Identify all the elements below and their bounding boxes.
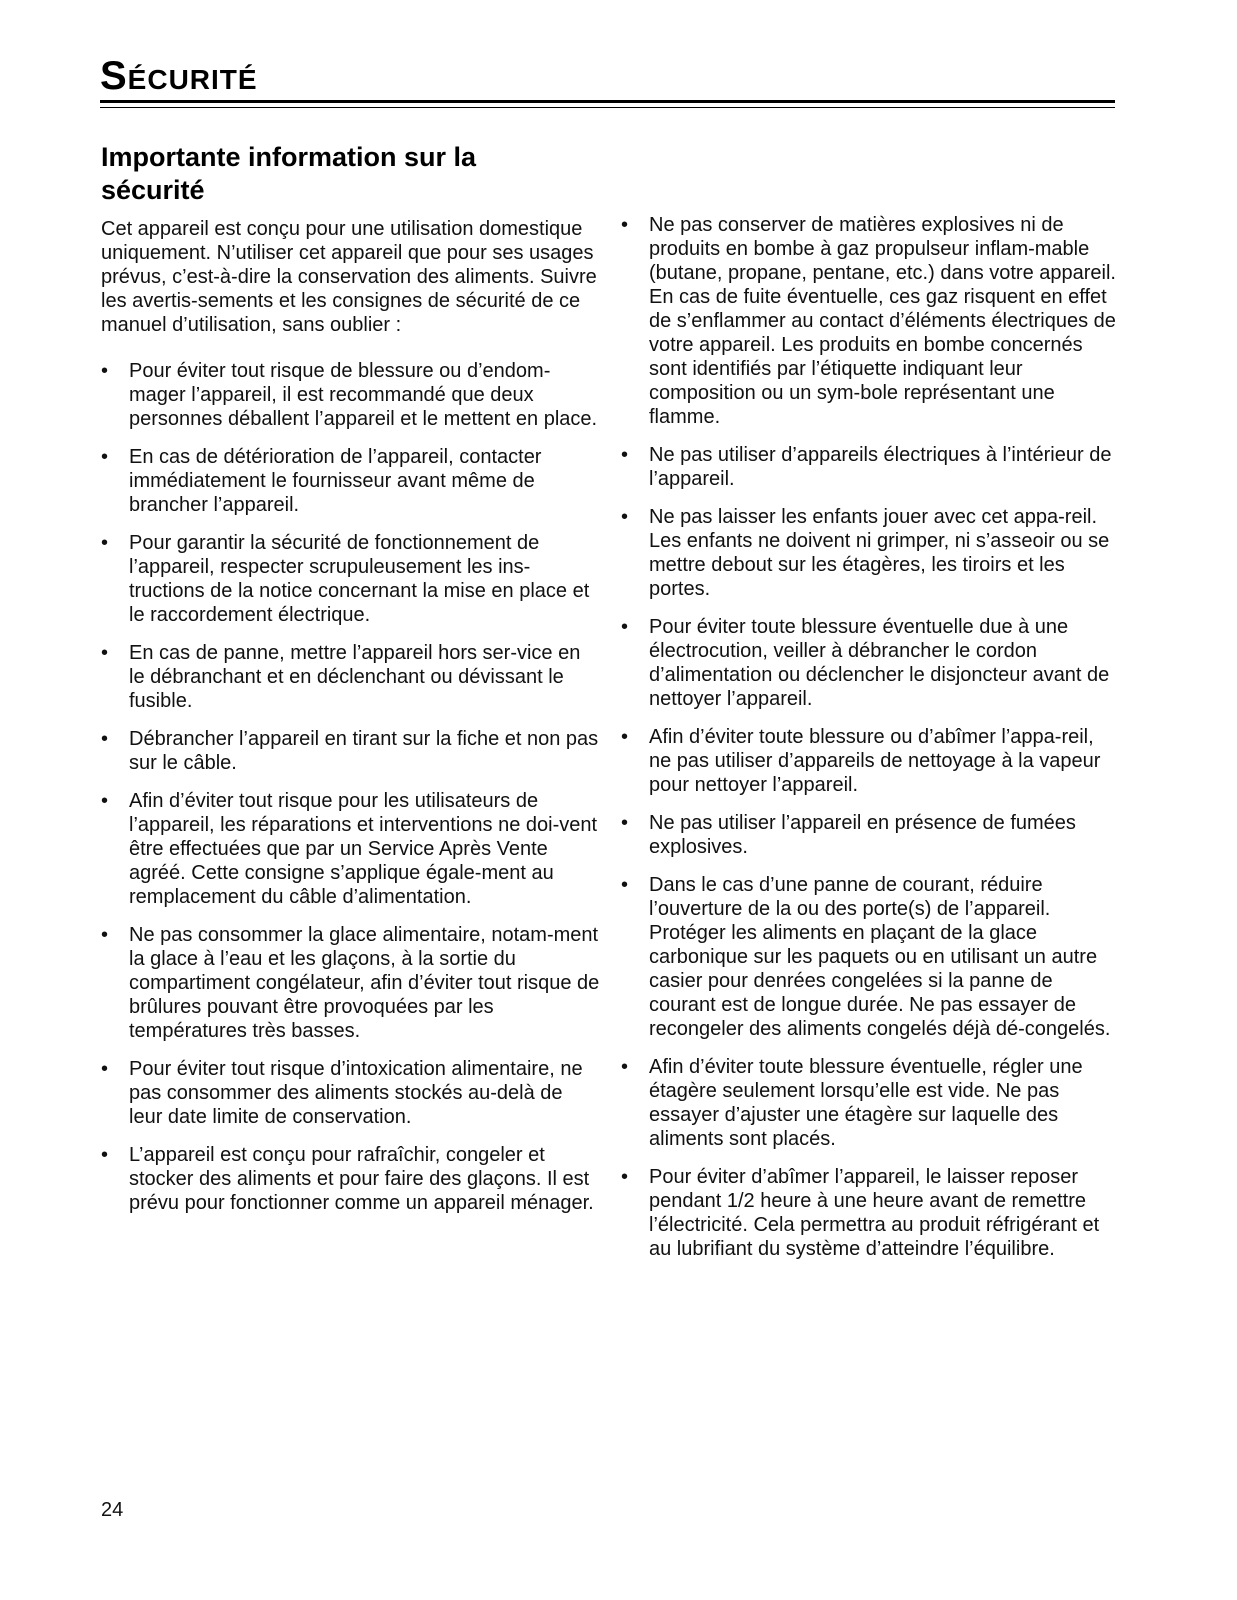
bullet-text: Dans le cas d’une panne de courant, réduire l’ouverture de la ou des porte(s) de l’appareil. Protéger les aliments en plaçant de la glace carbonique sur les paquets ou en utilisant un autre casier pour denrées congelées si la panne de courant est de longue durée. Ne pas essayer de recongeler des aliments congelés déjà dé-congelés. (649, 874, 1111, 1040)
right-column (621, 213, 1121, 1275)
bullet-item (621, 615, 1121, 711)
bullet-text: Pour éviter d’abîmer l’appareil, le laisser reposer pendant 1/2 heure à une heure avant de remettre l’électricité. Cela permettra au produit réfrigérant et au lubrifiant du système d’atteindre l’équilibre. (649, 1166, 1100, 1260)
bullet-item (621, 725, 1121, 797)
bullet-dot-icon: • (621, 1056, 629, 1078)
bullet-item (101, 445, 601, 517)
bullet-item (621, 873, 1121, 1041)
bullet-dot-icon: • (101, 728, 109, 750)
bullet-text: Ne pas consommer la glace alimentaire, notam-ment la glace à l’eau et les glaçons, à la sortie du compartiment congélateur, afin d’éviter tout risque de brûlures pouvant être provoquées par les températures très basses. (129, 924, 600, 1042)
bullet-dot-icon: • (621, 616, 629, 638)
bullet-text: Pour éviter tout risque de blessure ou d’endom-mager l’appareil, il est recommandé que deux personnes déballent l’appareil et le mettent en place. (129, 360, 598, 430)
bullet-dot-icon: • (101, 360, 109, 382)
page-title: Sécurité (100, 54, 258, 98)
bullet-dot-icon: • (101, 924, 109, 946)
left-bullet-list (101, 359, 601, 1215)
bullet-item (621, 505, 1121, 601)
bullet-dot-icon: • (621, 444, 629, 466)
page-number: 24 (101, 1499, 124, 1521)
bullet-text: Afin d’éviter toute blessure ou d’abîmer l’appa-reil, ne pas utiliser d’appareils de nettoyage à la vapeur pour nettoyer l’appareil. (649, 726, 1101, 796)
bullet-item (101, 1143, 601, 1215)
bullet-item (101, 531, 601, 627)
bullet-item (101, 1057, 601, 1129)
bullet-text: En cas de détérioration de l’appareil, contacter immédiatement le fournisseur avant même de brancher l’appareil. (129, 446, 542, 516)
bullet-dot-icon: • (621, 1166, 629, 1188)
intro-paragraph: Cet appareil est conçu pour une utilisation domestique uniquement. N’utiliser cet appareil que pour ses usages prévus, c’est-à-dire la conservation des aliments. Suivre les avertis-sements et les consignes de sécurité de ce manuel d’utilisation, sans oublier : (101, 218, 597, 336)
bullet-dot-icon: • (621, 726, 629, 748)
bullet-text: Pour éviter tout risque d’intoxication alimentaire, ne pas consommer des aliments stockés au-delà de leur date limite de conservation. (129, 1058, 583, 1128)
title-rule-thick (100, 100, 1115, 103)
bullet-item (101, 641, 601, 713)
bullet-dot-icon: • (101, 790, 109, 812)
bullet-dot-icon: • (101, 446, 109, 468)
bullet-text: Pour garantir la sécurité de fonctionnement de l’appareil, respecter scrupuleusement les ins-tructions de la notice concernant la mise en place et le raccordement électrique. (129, 532, 590, 626)
bullet-text: Ne pas conserver de matières explosives ni de produits en bombe à gaz propulseur inflam-mable (butane, propane, pentane, etc.) dans votre appareil. En cas de fuite éventuelle, ces gaz risquent en effet de s’enflammer au contact d’éléments électriques de votre appareil. Les produits en bombe concernés sont identifiés par l’étiquette indiquant leur composition ou un sym-bole représentant une flamme. (649, 214, 1116, 428)
bullet-text: Afin d’éviter toute blessure éventuelle, régler une étagère seulement lorsqu’elle est vide. Ne pas essayer d’ajuster une étagère sur laquelle des aliments sont placés. (649, 1056, 1083, 1150)
bullet-item (101, 359, 601, 431)
right-bullet-list (621, 213, 1121, 1261)
bullet-text: Débrancher l’appareil en tirant sur la fiche et non pas sur le câble. (129, 728, 599, 774)
bullet-item (621, 443, 1121, 491)
bullet-dot-icon: • (621, 214, 629, 236)
title-rule-thin (100, 107, 1115, 108)
bullet-dot-icon: • (101, 1058, 109, 1080)
bullet-text: Ne pas utiliser d’appareils électriques à l’intérieur de l’appareil. (649, 444, 1112, 490)
bullet-dot-icon: • (621, 812, 629, 834)
bullet-item (101, 727, 601, 775)
bullet-text: Ne pas laisser les enfants jouer avec cet appa-reil. Les enfants ne doivent ni grimper, ni s’asseoir ou se mettre debout sur les étagères, les tiroirs et les portes. (649, 506, 1110, 600)
left-column (101, 217, 601, 1229)
bullet-item (101, 923, 601, 1043)
bullet-dot-icon: • (621, 874, 629, 896)
bullet-text: En cas de panne, mettre l’appareil hors ser-vice en le débranchant et en déclenchant ou dévissant le fusible. (129, 642, 581, 712)
bullet-item (621, 1055, 1121, 1151)
bullet-text: Pour éviter toute blessure éventuelle due à une électrocution, veiller à débrancher le cordon d’alimentation ou déclencher le disjoncteur avant de nettoyer l’appareil. (649, 616, 1110, 710)
bullet-dot-icon: • (101, 532, 109, 554)
bullet-item (621, 1165, 1121, 1261)
bullet-dot-icon: • (101, 1144, 109, 1166)
bullet-dot-icon: • (621, 506, 629, 528)
bullet-item (101, 789, 601, 909)
bullet-text: Afin d’éviter tout risque pour les utilisateurs de l’appareil, les réparations et interventions ne doi-vent être effectuées que par un Service Après Vente agréé. Cette consigne s’applique égale-ment au remplacement du câble d’alimentation. (129, 790, 598, 908)
bullet-item (621, 811, 1121, 859)
section-heading: Importante information sur la sécurité (101, 142, 477, 205)
bullet-text: L’appareil est conçu pour rafraîchir, congeler et stocker des aliments et pour faire des glaçons. Il est prévu pour fonctionner comme un appareil ménager. (129, 1144, 594, 1214)
bullet-item (621, 213, 1121, 429)
bullet-text: Ne pas utiliser l’appareil en présence de fumées explosives. (649, 812, 1076, 858)
bullet-dot-icon: • (101, 642, 109, 664)
